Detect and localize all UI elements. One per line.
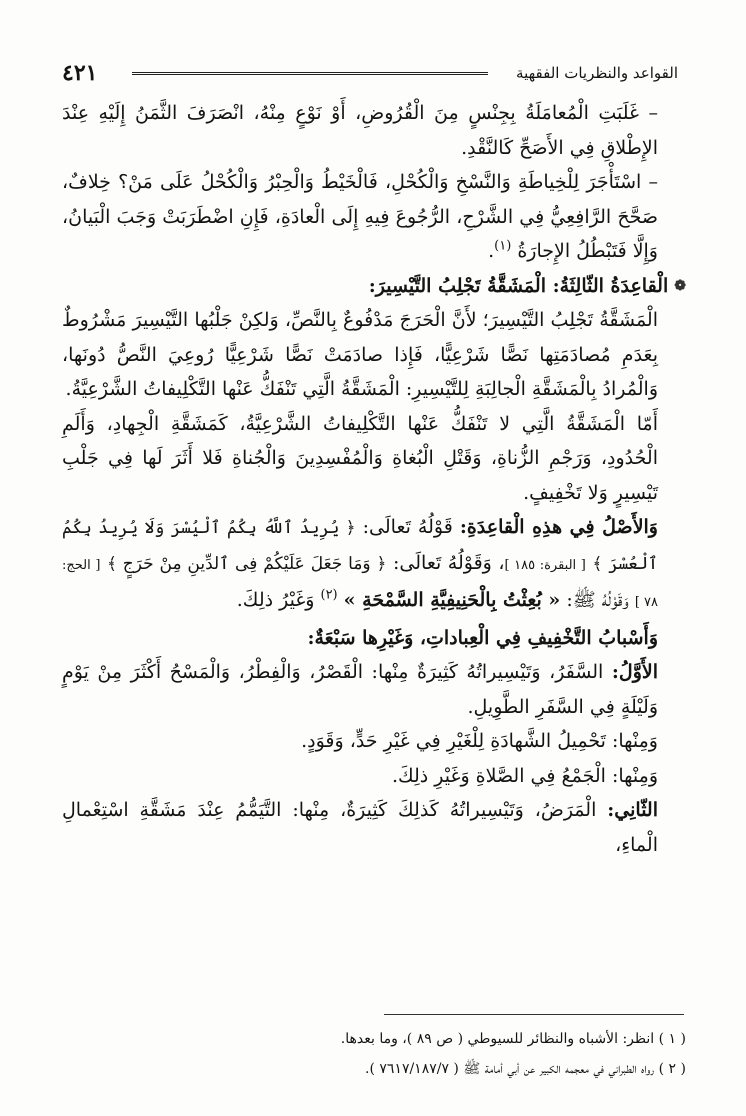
paragraph-6-text: السَّفَرُ، وَتَيْسِيراتُهُ كَثِيرَةٌ مِنْها: الْقَصْرُ، وَالْفِطْرُ، وَالْمَسْحُ أَكْثَرَ مِنْ يَوْمٍ وَلَيْلَةٍ فِي السَّفَرِ الطَّوِيلِ.: [62, 661, 658, 718]
footnote-marker-2: (٢): [320, 587, 338, 603]
paragraph-6: [62, 655, 686, 724]
paragraph-5-hadith-intro: وَقَوْلُهُ ﷺ:: [566, 589, 629, 611]
section-heading-rule-3: [62, 269, 686, 304]
footnote-1: ( ١ ) انظر: الأشباه والنظائر للسيوطي ( ص ٨٩ )، وما بعدها.: [340, 1031, 686, 1047]
running-title: القواعد والنظريات الفقهية: [516, 64, 678, 82]
quran-verse-2: ﴿ وَمَا جَعَلَ عَلَيْكُمْ فِى ٱلدِّينِ مِنْ حَرَجٍ ﴾: [106, 553, 387, 574]
paragraph-9-text: الْمَرَضُ، وَتَيْسِيراتُهُ كَذلِكَ كَثِيرَةٌ، مِنْها: التَّيَمُّمُ عِنْدَ مَشَقَّةِ اسْتِعْمالِ الْماءِ،: [62, 799, 658, 856]
paragraph-5-end: وَغَيْرُ ذلِكَ.: [236, 589, 315, 611]
paragraph-9: [62, 793, 686, 862]
paragraph-7: وَمِنْها: تَحْمِيلُ الشَّهادَةِ لِلْغَيْرِ فِي غَيْرِ حَدٍّ، وَقَوَدٍ.: [301, 730, 658, 752]
paragraph-9-lead: الثّانِي:: [607, 799, 658, 821]
hadith-quote: « بُعِثْتُ بِالْحَنِيفِيَّةِ السَّمْحَةِ »: [343, 589, 561, 611]
paragraph-2: – اسْتَأْجَرَ لِلْخِياطَةِ وَالنَّسْخِ وَالْكُحْلِ، فَالْخَيْطُ وَالْحِبْرُ وَالْكُحْلُ عَلَى مَنْ؟ خِلافٌ، صَحَّحَ الرَّافِعِيُّ فِي الشَّرْحِ، الرُّجُوعَ فِيهِ إِلَى الْعادَةِ، فَإِنِ اضْطَرَبَتْ وَجَبَ الْبَيانُ، وَإِلَّا فَتَبْطُلُ الإِجارَةُ $^{(١)}$.: [62, 171, 658, 262]
page-number: ٤٢١: [62, 60, 98, 86]
paragraph-5-connector: ، وَقَوْلُهُ تَعالَى:: [393, 551, 505, 574]
header-rule: [132, 72, 488, 75]
footnotes: [62, 1024, 686, 1084]
paragraph-1: – غَلَبَتِ الْمُعامَلَةُ بِجِنْسٍ مِنَ الْقُرُوضِ، أَوْ نَوْعٍ مِنْهُ، انْصَرَفَ الثَّمَنُ إِلَيْهِ عِنْدَ الإِطْلاقِ فِي الأَصَحِّ كَالنَّقْدِ.: [62, 102, 658, 159]
paragraph-4: أَمّا الْمَشَقَّةُ الَّتِي لا تَنْفَكُّ عَنْها التَّكْلِيفاتُ الشَّرْعِيَّةُ، كَمَشَقَّةِ الْجِهادِ، وَأَلَمِ الْحُدُودِ، وَرَجْمِ الزُّناةِ، وَقَتْلِ الْبُغاةِ وَالْمُفْسِدِينَ وَالْجُناةِ فَلا أَثَرَ لَها فِي جَلْبِ تَيْسِيرٍ وَلا تَخْفِيفٍ.: [62, 412, 658, 504]
section-heading-text: الْقاعِدَةُ الثّالِثَةُ: الْمَشَقَّةُ تَجْلِبُ التَّيْسِيرَ:: [368, 274, 669, 297]
paragraph-5-intro: قَوْلُهُ تَعالَى:: [362, 516, 453, 538]
paragraph-5: [62, 510, 686, 621]
footnote-2: ( ٢ ) رواه الطبراني في معجمه الكبير عن أبي أمامة ﷺ ( ٧٦١٧/١٨٧/٧ ).: [365, 1061, 686, 1077]
paragraph-8: وَمِنْها: الْجَمْعُ فِي الصَّلاةِ وَغَيْرِ ذلِكَ.: [391, 764, 658, 787]
verse-reference-1: [ البقرة: ١٨٥ ]: [504, 557, 586, 573]
flower-ornament-icon: ❁: [674, 277, 686, 294]
causes-heading: وَأَسْبابُ التَّخْفِيفِ فِي الْعِباداتِ، وَغَيْرِها سَبْعَةٌ:: [307, 626, 658, 649]
verse-reference-2: [ الحج: ٧٨ ]: [62, 557, 658, 610]
footnote-marker-1: (١): [494, 238, 512, 254]
main-text: [62, 96, 686, 862]
footnote-rule: [384, 1014, 684, 1015]
paragraph-5-lead: وَالأَصْلُ فِي هذِهِ الْقاعِدَةِ:: [459, 516, 658, 538]
quran-verse-1: ﴿ يُرِيدُ ٱللَّهُ بِكُمُ ٱلْيُسْرَ وَلَا يُرِيدُ بِكُمُ ٱلْعُسْرَ ﴾: [62, 518, 658, 574]
paragraph-6-lead: الأَوَّلُ:: [611, 661, 658, 683]
paragraph-3: الْمَشَقَّةُ تَجْلِبُ التَّيْسِيرَ؛ لأَنَّ الْحَرَجَ مَدْفُوعٌ بِالنَّصِّ، وَلكِنْ جَلْبُها التَّيْسِيرَ مَشْرُوطٌ بِعَدَمِ مُصادَمَتِها نَصًّا شَرْعِيًّا، فَإِذا صادَمَتْ نَصًّا شَرْعِيًّا رُوعِيَ النَّصُّ دُونَها، وَالْمُرادُ بِالْمَشَقَّةِ الْجالِبَةِ لِلتَّيْسِيرِ: الْمَشَقَّةُ الَّتِي تَنْفَكُّ عَنْها التَّكْلِيفاتُ الشَّرْعِيَّةُ.: [62, 309, 658, 400]
page-header: [62, 58, 678, 88]
paragraph-2-text: – اسْتَأْجَرَ لِلْخِياطَةِ وَالنَّسْخِ وَالْكُحْلِ، فَالْخَيْطُ وَالْحِبْرُ وَالْكُحْلُ عَلَى مَنْ؟ خِلافٌ، صَحَّحَ الرَّافِعِيُّ فِي الشَّرْحِ، الرُّجُوعَ فِيهِ إِلَى الْعادَةِ، فَإِنِ اضْطَرَبَتْ وَجَبَ الْبَيانُ، وَإِلَّا فَتَبْطُلُ الإِجارَةُ: [62, 171, 658, 262]
